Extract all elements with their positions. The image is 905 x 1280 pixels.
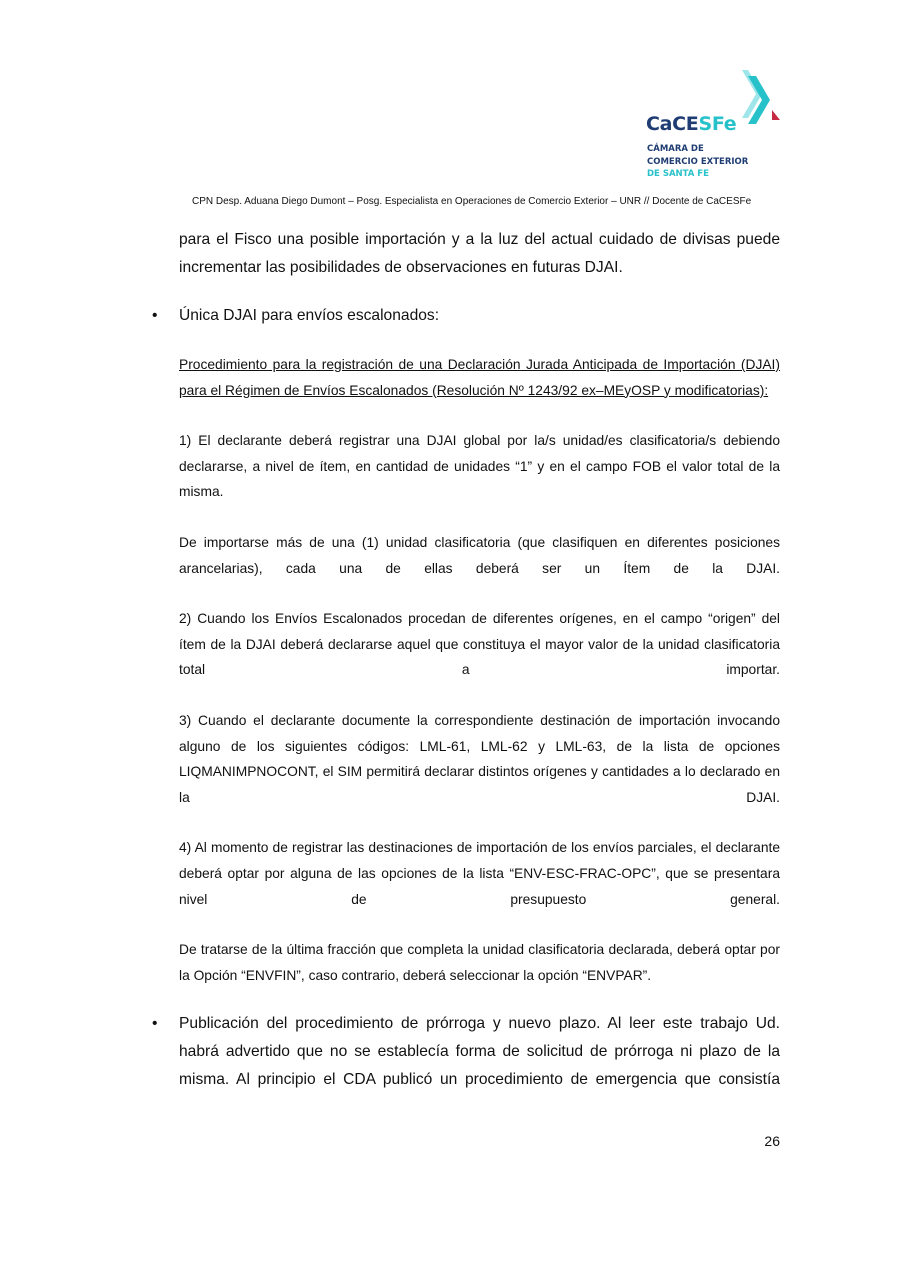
page-content: [152, 226, 780, 1094]
page-number: 26: [764, 1133, 780, 1149]
bullet-item-extension: [152, 1010, 780, 1094]
bullet-item-single-djai: [152, 302, 780, 330]
bullet-icon: •: [152, 307, 158, 324]
step-3: 3) Cuando el declarante documente la correspondiente destinación de importación invocando alguno de los siguientes códigos: LML-61, LML-62 y LML-63, de la lista de opciones LIQMANIMPNOCONT, el SIM permitirá declarar distintos orígenes y cantidades a lo declarado en la DJAI.: [179, 712, 780, 805]
logo-subtitle: [647, 143, 748, 181]
bullet-text: Publicación del procedimiento de prórroga y nuevo plazo. Al leer este trabajo Ud. habrá advertido que no se establecía forma de solicitud de prórroga ni plazo de la misma. Al principio el CDA publicó un procedimiento de emergencia que consistía: [179, 1015, 780, 1089]
logo-subtitle-line3: DE SANTA FE: [647, 169, 709, 179]
procedure-title: Procedimiento para la registración de una Declaración Jurada Anticipada de Importación (DJAI) para el Régimen de Envíos Escalonados (Resolución Nº 1243/92 ex–MEyOSP y modificatorias):: [179, 357, 780, 398]
intro-paragraph: para el Fisco una posible importación y a la luz del actual cuidado de divisas puede incrementar las posibilidades de observaciones en futuras DJAI.: [179, 231, 780, 276]
step-1b: De importarse más de una (1) unidad clasificatoria (que clasifiquen en diferentes posiciones arancelarias), cada una de ellas deberá ser un Ítem de la DJAI.: [179, 534, 780, 576]
logo-subtitle-line2: COMERCIO EXTERIOR: [647, 156, 749, 167]
bullet-text: Única DJAI para envíos escalonados:: [179, 307, 440, 324]
step-4b: De tratarse de la última fracción que completa la unidad clasificatoria declarada, deberá optar por la Opción “ENVFIN”, caso contrario, deberá seleccionar la opción “ENVPAR”.: [179, 942, 780, 983]
logo-wordmark: CaCESFe: [646, 113, 737, 135]
step-2: 2) Cuando los Envíos Escalonados procedan de diferentes orígenes, en el campo “origen” del ítem de la DJAI deberá declararse aquel que constituya el mayor valor de la unidad clasificatoria total a importar.: [179, 611, 780, 678]
logo-subtitle-line1: CÁMARA DE: [647, 144, 704, 154]
step-1: 1) El declarante deberá registrar una DJAI global por la/s unidad/es clasificatoria/s debiendo declararse, a nivel de ítem, en cantidad de unidades “1” y en el campo FOB el valor total de la misma.: [179, 433, 780, 500]
running-header: CPN Desp. Aduana Diego Dumont – Posg. Especialista en Operaciones de Comercio Exterior – UNR // Docente de CaCESFe: [192, 196, 752, 207]
bullet-icon: •: [152, 1015, 158, 1033]
step-4: 4) Al momento de registrar las destinaciones de importación de los envíos parciales, el declarante deberá optar por alguna de las opciones de la lista “ENV-ESC-FRAC-OPC”, que se presentara nivel de presupuesto general.: [179, 840, 780, 907]
